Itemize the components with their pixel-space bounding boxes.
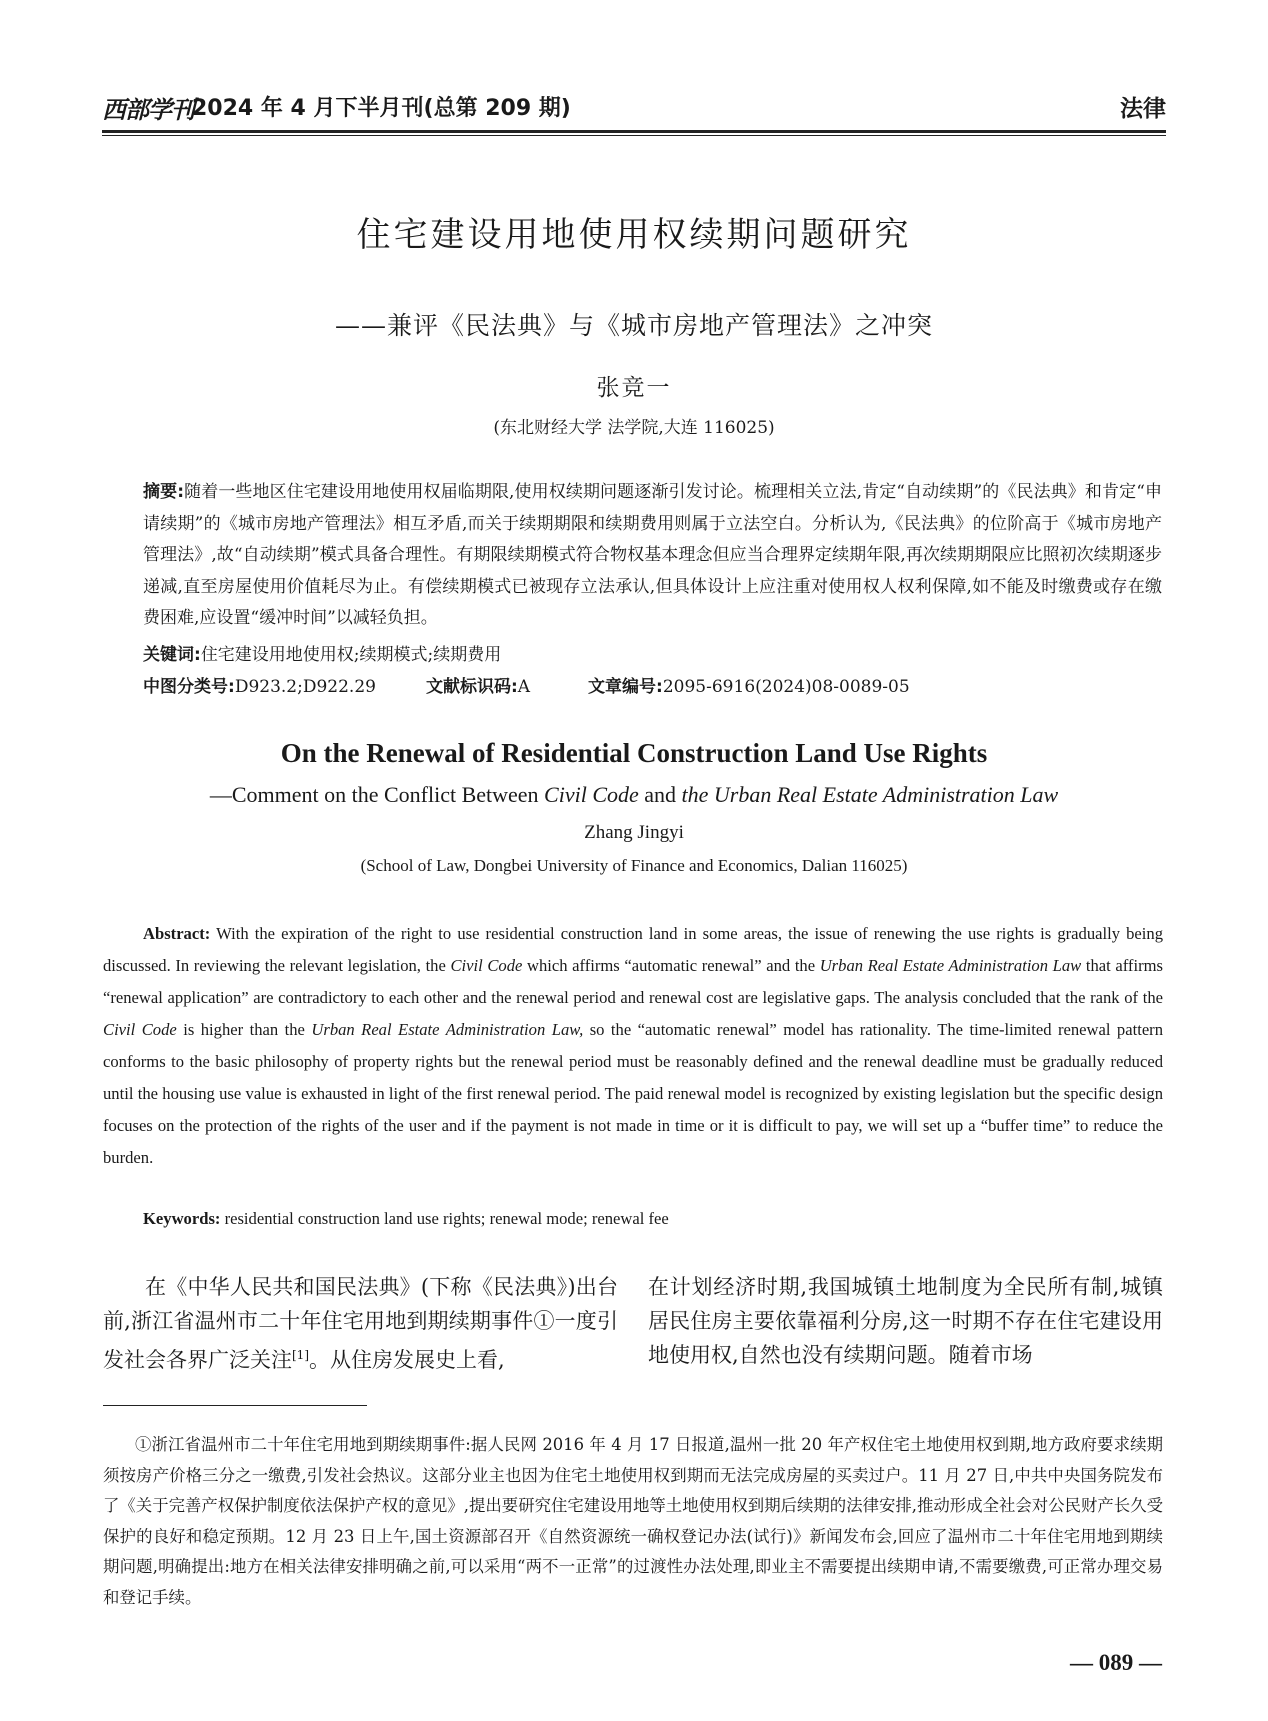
abstract-en-part1: With the expiration of the right to use residential construction land in some areas, the issue of renewing the use rights is gradually being discussed. In reviewing the relevant legislation, the [103, 924, 1163, 975]
header-rule-thin [102, 135, 1166, 136]
abstract-en-part3: that affirms “renewal application” are contradictory to each other and the renewal period and renewal cost are legislative gaps. The analysis concluded that the rank of the [103, 956, 1163, 1007]
english-title: On the Renewal of Residential Construction Land Use Rights [280, 738, 988, 768]
subtitle-civil-code: Civil Code [544, 782, 639, 807]
clc-value: D923.2;D922.29 [234, 677, 376, 697]
chinese-title: 住宅建设用地使用权续期问题研究 [356, 215, 912, 255]
running-header [102, 88, 1166, 128]
body-column-right: 在计划经济时期,我国城镇土地制度为全民所有制,城镇居民住房主要依靠福利分房,这一时期不存在住宅建设用地使用权,自然也没有续期问题。随着市场 [648, 1275, 1163, 1367]
article-no-label: 文章编号: [588, 677, 663, 697]
abstract-en-urban-law-2: Urban Real Estate Administration Law, [311, 1020, 584, 1039]
body-column-left [103, 1270, 618, 1377]
keywords-text-cn: 住宅建设用地使用权;续期模式;续期费用 [200, 645, 502, 665]
chinese-author: 张竞一 [596, 375, 672, 401]
english-affiliation: (School of Law, Dongbei University of Finance and Economics, Dalian 116025) [360, 856, 908, 875]
section-name: 法律 [1120, 96, 1166, 122]
chinese-abstract [143, 477, 1162, 635]
abstract-en-part5: so the “automatic renewal” model has rationality. The time-limited renewal pattern conforms to the basic philosophy of property rights but the renewal period must be reasonably defined and the renewal deadline must be gradually reduced until the housing use value is exhausted in light of the first renewal period. The paid renewal model is recognized by existing legislation but the specific design focuses on the protection of the rights of the user and if the payment is not made in time or it is difficult to pay, we will set up a “buffer time” to reduce the burden. [103, 1020, 1164, 1167]
doc-code-value: A [517, 677, 531, 697]
subtitle-prefix: —Comment on the Conflict Between [209, 782, 545, 807]
doc-code-label: 文献标识码: [425, 677, 518, 697]
clc-label: 中图分类号: [143, 677, 235, 697]
chinese-keywords [143, 640, 1162, 670]
header-rule [102, 130, 1166, 133]
english-abstract [103, 918, 1163, 1174]
abstract-label-en: Abstract: [143, 924, 211, 943]
citation-ref: [1] [292, 1348, 309, 1362]
article-no-value: 2095-6916(2024)08-0089-05 [662, 677, 910, 697]
subtitle-urban-law: the Urban Real Estate Administration Law [681, 782, 1059, 807]
body-left-text: 在《中华人民共和国民法典》(下称《民法典》)出台前,浙江省温州市二十年住宅用地到期续期事件①一度引发社会各界广泛关注 [103, 1275, 618, 1372]
issue-info: 2024 年 4 月下半月刊(总第 209 期) [192, 96, 571, 121]
keywords-text-en: residential construction land use rights; renewal mode; renewal fee [220, 1209, 669, 1228]
chinese-affiliation: (东北财经大学 法学院,大连 116025) [493, 418, 775, 438]
subtitle-middle: and [638, 782, 682, 807]
footnote-rule [103, 1405, 367, 1406]
body-left-text-end: 。从住房发展史上看, [309, 1348, 505, 1372]
abstract-en-part2: which affirms “automatic renewal” and the [522, 956, 820, 975]
english-keywords [143, 1204, 1162, 1234]
abstract-en-civil-code-1: Civil Code [450, 956, 523, 975]
page-number: — 089 — [1070, 1650, 1162, 1675]
journal-logo: 西部学刊 [102, 95, 194, 124]
abstract-en-urban-law-1: Urban Real Estate Administration Law [819, 956, 1082, 975]
keywords-label-cn: 关键词: [143, 645, 201, 665]
chinese-subtitle: ——兼评《民法典》与《城市房地产管理法》之冲突 [334, 311, 933, 340]
classification-line [143, 672, 1162, 702]
abstract-en-civil-code-2: Civil Code [103, 1020, 177, 1039]
abstract-label-cn: 摘要: [143, 482, 185, 502]
english-subtitle [0, 782, 1268, 808]
footnote: ①浙江省温州市二十年住宅用地到期续期事件:据人民网 2016 年 4 月 17 日报道,温州一批 20 年产权住宅土地使用权到期,地方政府要求续期须按房产价格三分之一缴费,引发社会热议。这部分业主也因为住宅土地使用权到期而无法完成房屋的买卖过户。11 月 27 日,中共中央国务院发布了《关于完善产权保护制度依法保护产权的意见》,提出要研究住宅建设用地等土地使用权到期后续期的法律安排,推动形成全社会对公民财产长久受保护的良好和稳定预期。12 月 23 日上午,国土资源部召开《自然资源统一确权登记办法(试行)》新闻发布会,回应了温州市二十年住宅用地到期续期问题,明确提出:地方在相关法律安排明确之前,可以采用“两不一正常”的过渡性办法处理,即业主不需要提出续期申请,不需要缴费,可正常办理交易和登记手续。 [103, 1435, 1163, 1607]
abstract-en-part4: is higher than the [176, 1020, 312, 1039]
keywords-label-en: Keywords: [143, 1209, 221, 1228]
abstract-text-cn: 随着一些地区住宅建设用地使用权届临期限,使用权续期问题逐渐引发讨论。梳理相关立法,肯定“自动续期”的《民法典》和肯定“申请续期”的《城市房地产管理法》相互矛盾,而关于续期期限和续期费用则属于立法空白。分析认为,《民法典》的位阶高于《城市房地产管理法》,故“自动续期”模式具备合理性。有期限续期模式符合物权基本理念但应当合理界定续期年限,再次续期期限应比照初次续期逐步递减,直至房屋使用价值耗尽为止。有偿续期模式已被现存立法承认,但具体设计上应注重对使用权人权利保障,如不能及时缴费或存在缴费困难,应设置“缓冲时间”以减轻负担。 [143, 482, 1162, 628]
english-author: Zhang Jingyi [584, 822, 684, 843]
